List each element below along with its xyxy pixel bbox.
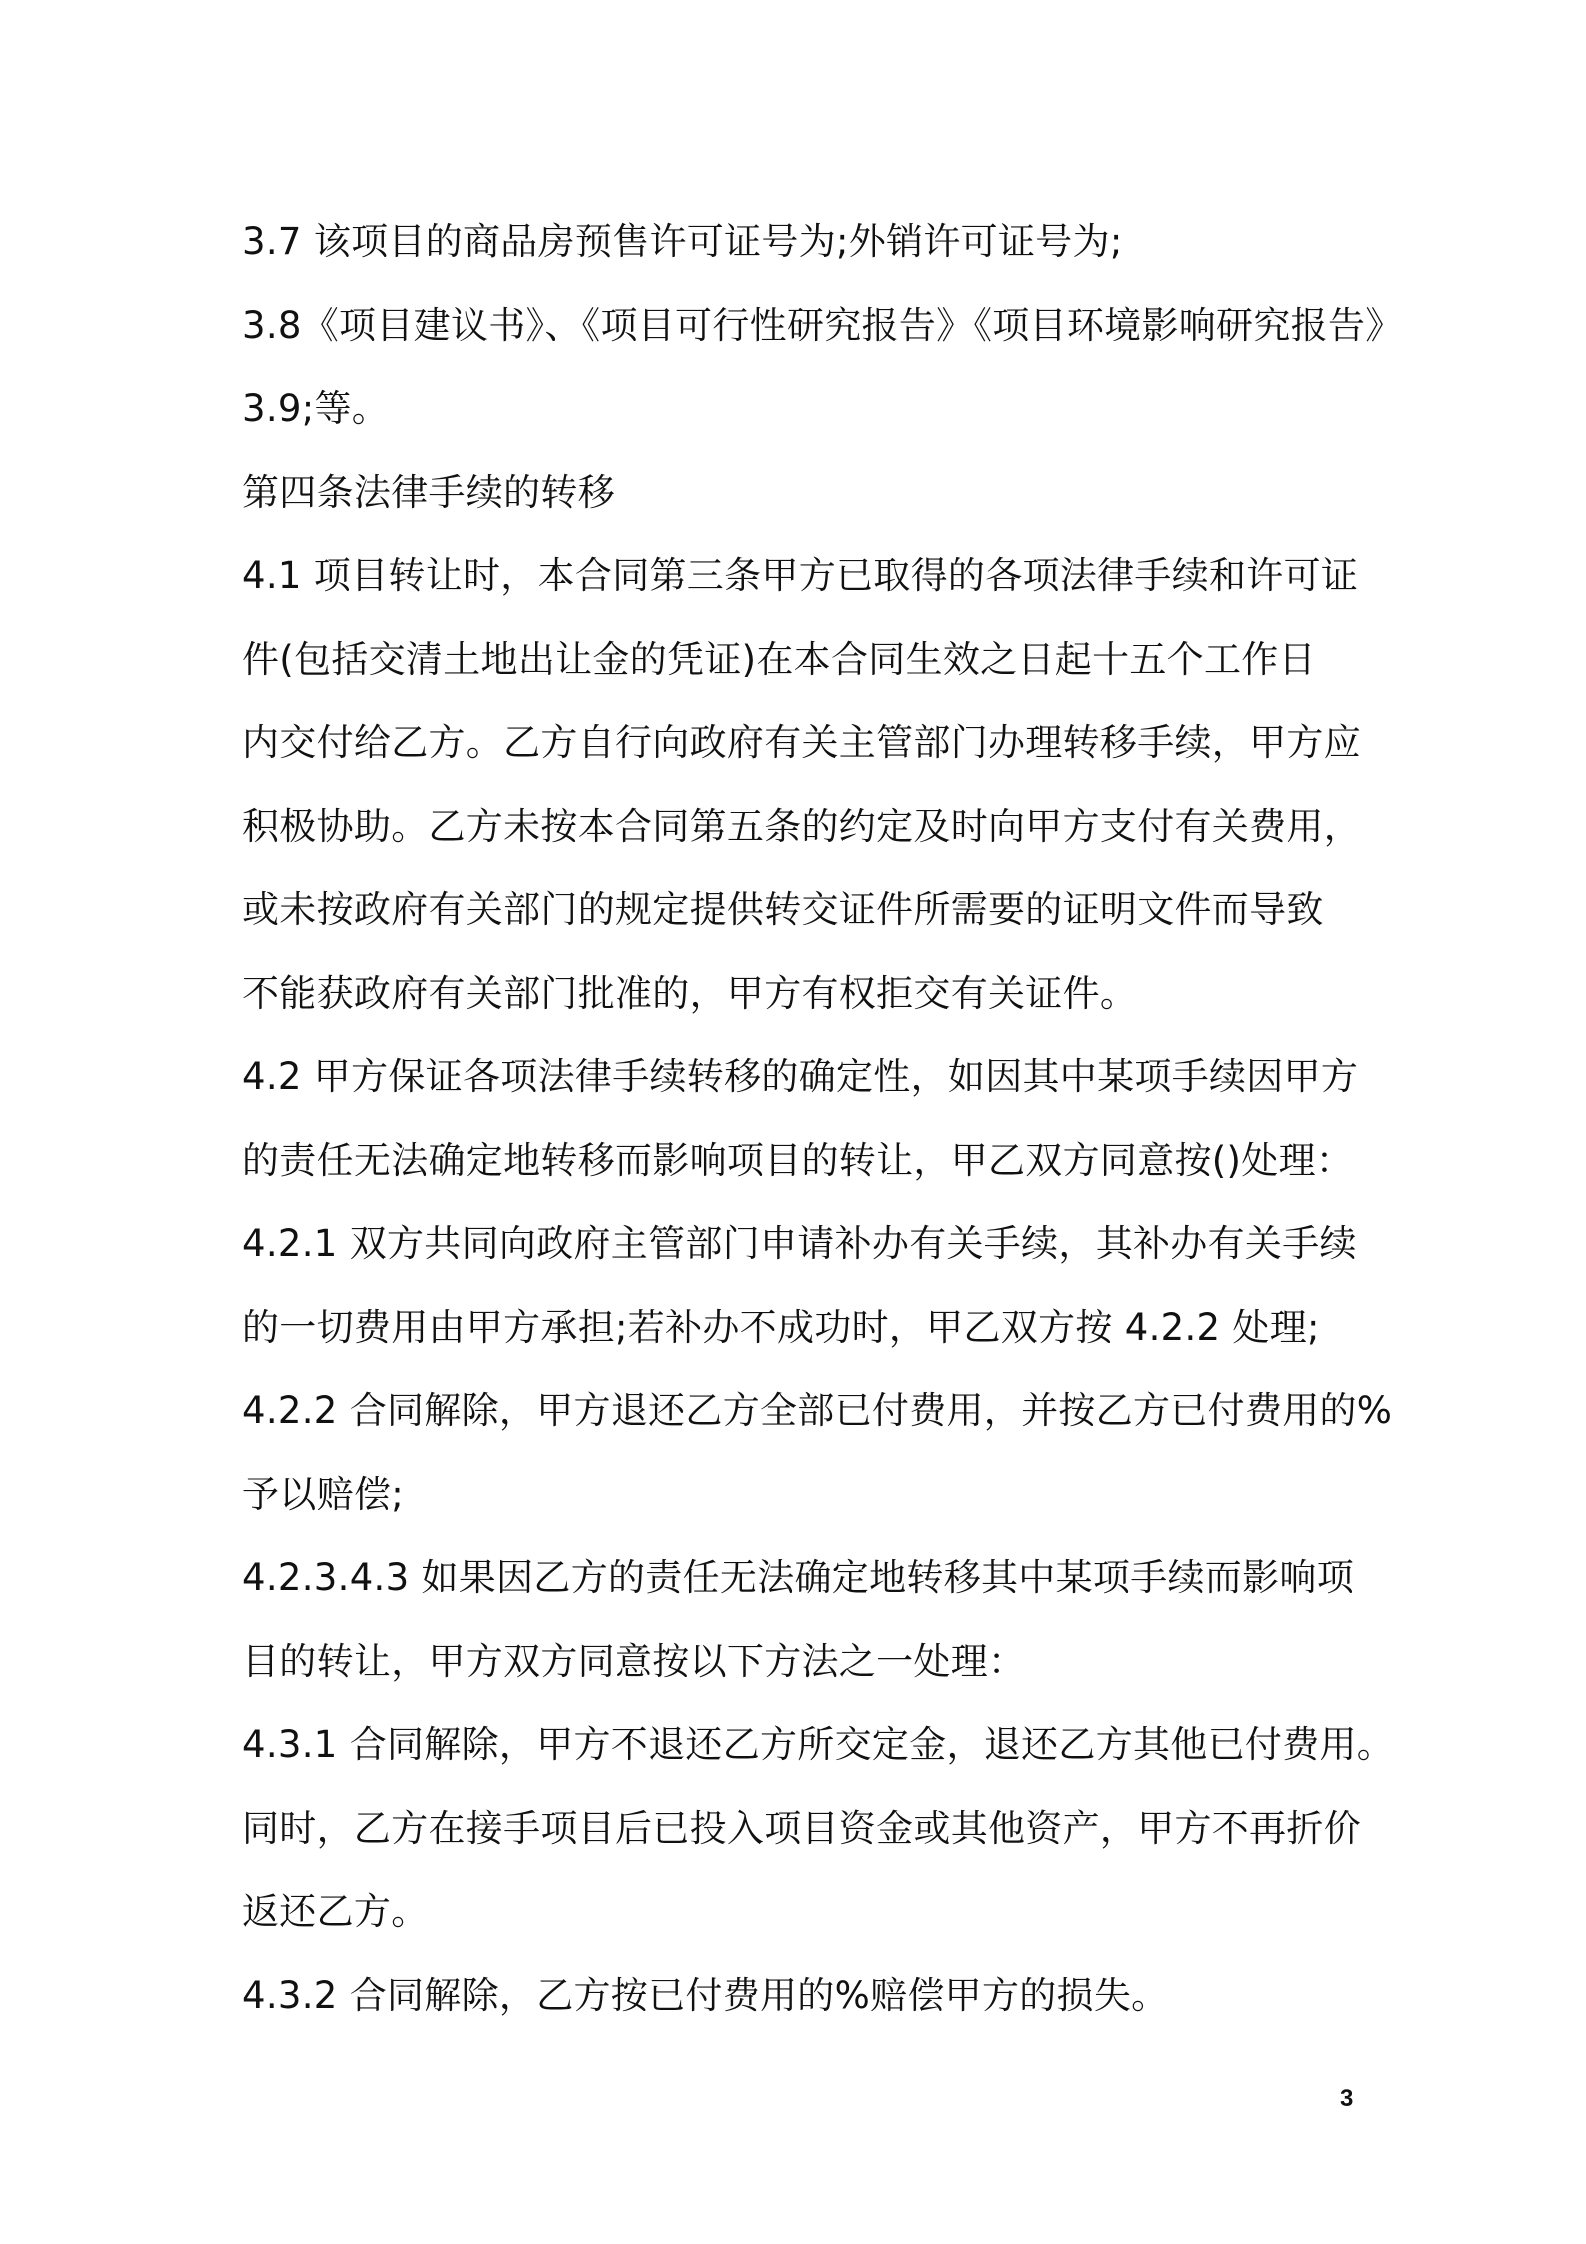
text-line: 的责任无法确定地转移而影响项目的转让，甲乙双方同意按()处理： <box>242 1138 1354 1182</box>
text-line: 4.3.2 合同解除，乙方按已付费用的%赔偿甲方的损失。 <box>242 1973 1169 2017</box>
text-line: 4.2.1 双方共同向政府主管部门申请补办有关手续，其补办有关手续 <box>242 1222 1357 1265</box>
text-line: 的一切费用由甲方承担;若补办不成功时，甲乙双方按 4.2.2 处理; <box>242 1305 1320 1349</box>
text-line: 不能获政府有关部门批准的，甲方有权拒交有关证件。 <box>242 971 1138 1015</box>
text-line: 3.7 该项目的商品房预售许可证号为;外销许可证号为; <box>242 220 1123 263</box>
text-line: 3.9;等。 <box>242 387 390 430</box>
text-line: 内交付给乙方。乙方自行向政府有关主管部门办理转移手续，甲方应 <box>242 721 1361 764</box>
text-line: 4.2.3.4.3 如果因乙方的责任无法确定地转移其中某项手续而影响项 <box>242 1556 1355 1599</box>
text-line: 目的转让，甲方双方同意按以下方法之一处理： <box>242 1639 1026 1683</box>
text-line: 4.3.1 合同解除，甲方不退还乙方所交定金，退还乙方其他已付费用。 <box>242 1723 1395 1766</box>
document-body <box>242 200 1403 2037</box>
text-line: 4.2.2 合同解除，甲方退还乙方全部已付费用，并按乙方已付费用的% <box>242 1389 1393 1432</box>
text-line: 件(包括交清土地出让金的凭证)在本合同生效之日起十五个工作日 <box>242 637 1316 681</box>
text-line: 4.1 项目转让时，本合同第三条甲方已取得的各项法律手续和许可证 <box>242 554 1359 597</box>
text-line: 同时，乙方在接手项目后已投入项目资金或其他资产，甲方不再折价 <box>242 1806 1361 1850</box>
text-line: 或未按政府有关部门的规定提供转交证件所需要的证明文件而导致 <box>242 888 1324 931</box>
text-line: 返还乙方。 <box>242 1890 429 1933</box>
text-line: 予以赔偿; <box>242 1472 404 1516</box>
text-line: 积极协助。乙方未按本合同第五条的约定及时向甲方支付有关费用， <box>242 804 1361 848</box>
page-number: 3 <box>1340 2085 1354 2112</box>
section-heading: 第四条法律手续的转移 <box>242 470 615 514</box>
text-line: 3.8《项目建议书》、《项目可行性研究报告》《项目环境影响研究报告》 <box>242 303 1403 347</box>
text-line: 4.2 甲方保证各项法律手续转移的确定性，如因其中某项手续因甲方 <box>242 1055 1359 1098</box>
